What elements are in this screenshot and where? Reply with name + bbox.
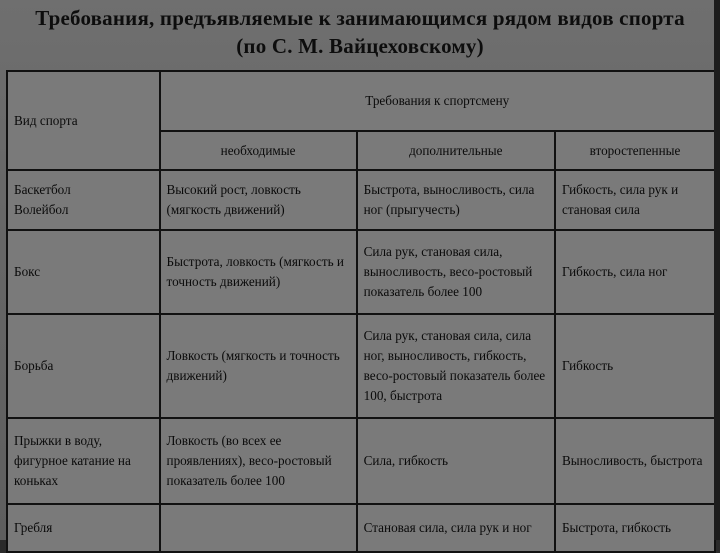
cell-required: Ловкость (мягкость и точность движений): [160, 314, 357, 418]
table-row: [7, 504, 715, 552]
cell-required: [160, 504, 357, 552]
cell-required: Ловкость (во всех ее проявлениях), весо-ростовый показатель более 100: [160, 418, 357, 504]
cell-additional: Сила рук, становая сила, выносливость, весо-ростовый показатель более 100: [357, 230, 555, 314]
table-row: [7, 230, 715, 314]
header-secondary: второстепенные: [555, 131, 715, 170]
cell-sport: Борьба: [7, 314, 160, 418]
cell-additional: Становая сила, сила рук и ног: [357, 504, 555, 552]
cell-secondary: Выносливость, быстрота: [555, 418, 715, 504]
title-line-1: Требования, предъявляемые к занимающимся рядом видов спорта: [35, 6, 685, 30]
cell-sport: Баскетбол Волейбол: [7, 170, 160, 230]
table-header-row: [7, 71, 715, 131]
cell-secondary: Быстрота, гибкость: [555, 504, 715, 552]
cell-secondary: Гибкость: [555, 314, 715, 418]
header-additional: дополнительные: [357, 131, 555, 170]
cell-required: Быстрота, ловкость (мягкость и точность движений): [160, 230, 357, 314]
cell-additional: Быстрота, выносливость, сила ног (прыгучесть): [357, 170, 555, 230]
cell-secondary: Гибкость, сила ног: [555, 230, 715, 314]
header-required: необходимые: [160, 131, 357, 170]
slide-edge: [714, 0, 720, 540]
header-sport: Вид спорта: [7, 71, 160, 170]
page-title: [0, 4, 720, 60]
cell-sport: Гребля: [7, 504, 160, 552]
requirements-table: [6, 70, 716, 553]
table-row: [7, 170, 715, 230]
title-line-2: (по С. М. Вайцеховскому): [236, 34, 484, 58]
table-row: [7, 418, 715, 504]
cell-sport: Прыжки в воду, фигурное катание на коньках: [7, 418, 160, 504]
cell-required: Высокий рост, ловкость (мягкость движений): [160, 170, 357, 230]
cell-sport: Бокс: [7, 230, 160, 314]
table-row: [7, 314, 715, 418]
cell-secondary: Гибкость, сила рук и становая сила: [555, 170, 715, 230]
header-requirements: Требования к спортсмену: [160, 71, 715, 131]
cell-additional: Сила, гибкость: [357, 418, 555, 504]
cell-additional: Сила рук, становая сила, сила ног, выносливость, гибкость, весо-ростовый показатель более 100, быстрота: [357, 314, 555, 418]
